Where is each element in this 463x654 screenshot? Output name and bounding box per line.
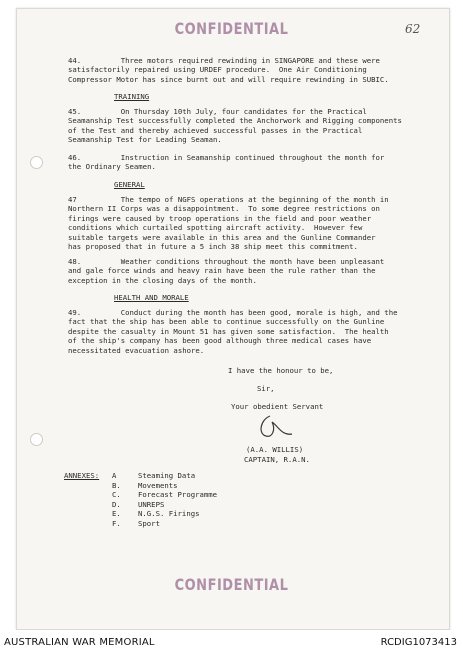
annex-text: Forecast Programme: [138, 490, 218, 500]
confidential-stamp-bottom: CONFIDENTIAL: [174, 576, 289, 595]
annex-item: [112, 481, 217, 491]
annex-text: N.G.S. Firings: [138, 509, 200, 519]
paragraph-45: 45. On Thursday 10th July, four candidates for the Practical Seamanship Test successfully completed the Anchorwork and Rigging components of the Test and thereby achieved successful passes in the Practical Seamanship Test for Leading Seaman.: [68, 107, 402, 145]
signatory-rank: CAPTAIN, R.A.N.: [244, 455, 310, 464]
annex-item: [112, 509, 217, 519]
annex-text: Sport: [138, 518, 160, 528]
closing-servant: Your obedient Servant: [231, 402, 324, 411]
annex-key: B.: [112, 480, 121, 490]
paragraph-49: 49. Conduct during the month has been good, morale is high, and the fact that the ship has been able to continue successfully on the Gunline despite the casualty in Mount 51 has given some satisfaction. The health of the ship's company has been good although three medical cases have necessitated evacuation ashore.: [68, 308, 398, 355]
punch-hole: [30, 433, 43, 446]
heading-health-and-morale: HEALTH AND MORALE: [114, 293, 189, 302]
annex-item: [112, 471, 217, 481]
annex-key: C.: [112, 490, 121, 500]
paragraph-47: 47 The tempo of NGFS operations at the beginning of the month in Northern II Corps was a disappointment. To some degree restrictions on firings were caused by troop operations in the field and poor weather conditions which curtailed spotting aircraft activity. However few suitable targets were available in this area and the Gunline Commander has proposed that in future a 5 inch 38 ship meet this commitment.: [68, 195, 389, 252]
heading-general: GENERAL: [114, 180, 145, 189]
page-number: 62: [405, 22, 421, 36]
signatory-name: (A.A. WILLIS): [246, 445, 304, 454]
annex-item: [112, 490, 217, 500]
footer-source: AUSTRALIAN WAR MEMORIAL: [4, 637, 155, 648]
closing-sir: Sir,: [257, 384, 275, 393]
heading-training: TRAINING: [114, 92, 150, 101]
confidential-stamp-top: CONFIDENTIAL: [174, 20, 289, 39]
annex-text: Movements: [138, 480, 178, 490]
annex-key: D.: [112, 499, 121, 509]
annex-key: E.: [112, 509, 121, 519]
annex-key: F.: [112, 518, 121, 528]
annexes-list: [112, 471, 217, 529]
annex-key: A: [112, 471, 117, 480]
paragraph-48: 48. Weather conditions throughout the month have been unpleasant and gale force winds and heavy rain have been the rule rather than the exception in the closing days of the month.: [68, 257, 385, 285]
annex-item: [112, 519, 217, 529]
footer-reference: RCDIG1073413: [380, 637, 457, 648]
archive-footer: [0, 630, 463, 654]
paragraph-44: 44. Three motors required rewinding in SINGAPORE and these were satisfactorily repaired using URDEF procedure. One Air Conditioning Compressor Motor has since burnt out and will require rewinding in SUBIC.: [68, 56, 389, 84]
punch-hole: [30, 156, 43, 169]
annex-text: Steaming Data: [138, 471, 196, 480]
signature: [256, 412, 296, 442]
annexes-label: ANNEXES:: [64, 471, 100, 480]
paragraph-46: 46. Instruction in Seamanship continued throughout the month for the Ordinary Seamen.: [68, 153, 385, 172]
annex-text: UNREPS: [138, 499, 165, 509]
closing-honour: I have the honour to be,: [228, 366, 334, 375]
annex-item: [112, 500, 217, 510]
